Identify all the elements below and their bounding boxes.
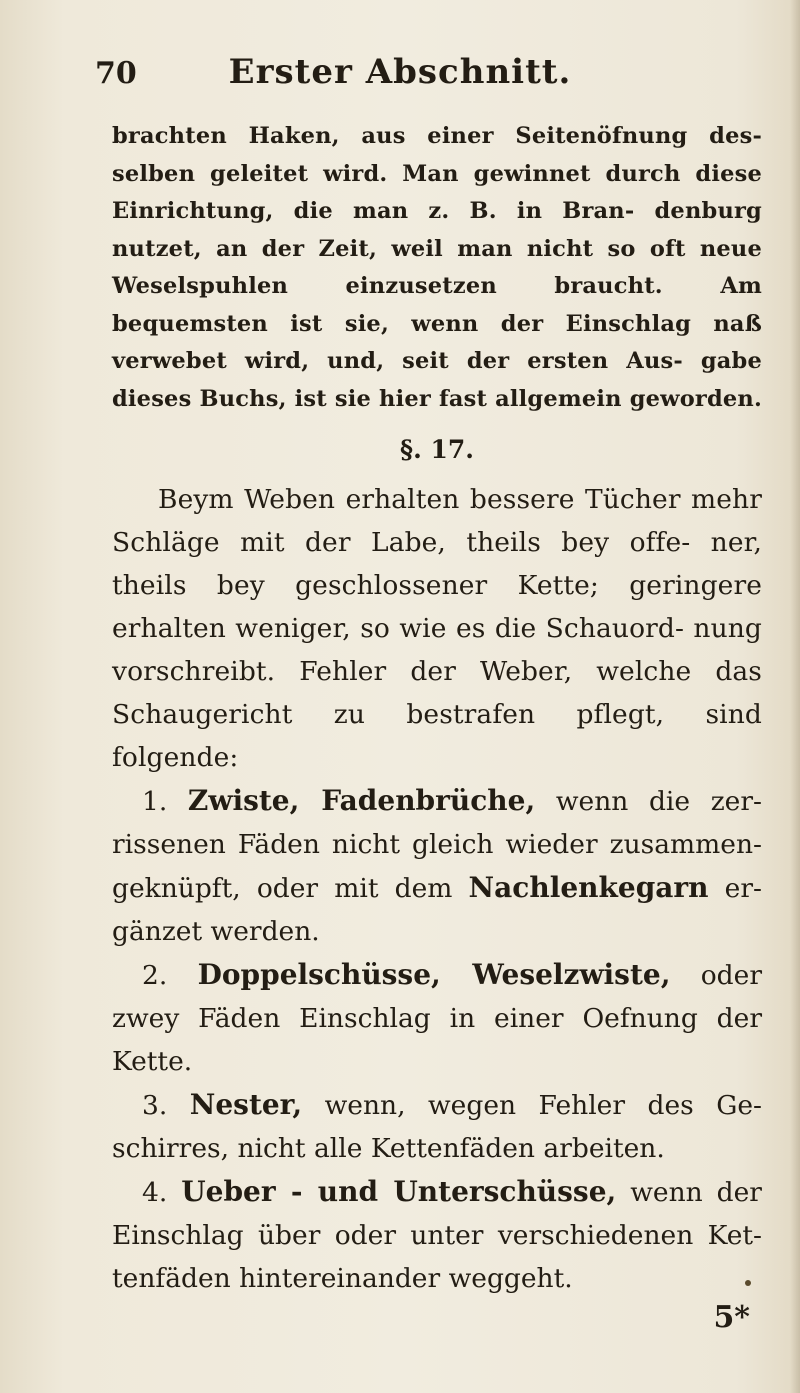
list-term: Nester, [189,1088,303,1121]
section-marker: §. 17. [400,435,474,464]
list-text-secondary: er- gänzet werden. [112,873,762,947]
running-head: Erster Abschnitt. [228,52,572,92]
list-number: 1. [142,786,168,817]
list-term-secondary: Nachlenkegarn [468,871,709,904]
signature-mark: 5* [713,1300,750,1335]
ink-speck [745,1280,751,1286]
text-block [112,118,762,1300]
list-item-4 [112,1170,762,1300]
main-paragraph: Beym Weben erhalten bessere Tücher mehr Schläge mit der Labe, theils bey offe- ner, theils bey geschlossener Kette; geringere erhalten weniger, so wie es die Schauord- nung vorschreibt. Fehler der Weber, welche das Schaugericht zu bestrafen pflegt, sind folgende: [112,484,762,773]
intro-paragraph: brachten Haken, aus einer Seitenöfnung des- selben geleitet wird. Man gewinnet durch diese Einrichtung, die man z. B. in Bran- denburg nutzet, an der Zeit, weil man nicht so oft neue Weselspuhlen einzusetzen braucht. Am bequemsten ist sie, wenn der Einschlag naß verwebet wird, und, seit der ersten Aus- gabe dieses Buchs, ist sie hier fast allgemein geworden. [112,123,763,412]
list-term: Zwiste, Fadenbrüche, [187,784,536,817]
list-item-3 [112,1083,762,1170]
list-item-1 [112,779,762,953]
list-text: wenn, wegen Fehler des Ge- schirres, nicht alle Kettenfäden arbeiten. [112,1090,762,1164]
list-text: oder zwey Fäden Einschlag in einer Oefnung der Kette. [112,960,762,1077]
page-edge-shadow [790,0,800,1393]
list-text: wenn der Einschlag über oder unter verschiedenen Ket- tenfäden hintereinander weggeht. [112,1177,762,1294]
list-term: Doppelschüsse, Weselzwiste, [197,958,671,991]
page-number: 70 [95,56,137,91]
list-text: wenn die zer- rissenen Fäden nicht gleich wieder zusammen- geknüpft, oder mit dem [112,786,762,904]
list-number: 3. [142,1090,168,1121]
list-item-2 [112,953,762,1083]
list-number: 4. [142,1177,168,1208]
list-number: 2. [142,960,168,991]
list-term: Ueber - und Unterschüsse, [181,1175,617,1208]
page-header [0,52,800,102]
